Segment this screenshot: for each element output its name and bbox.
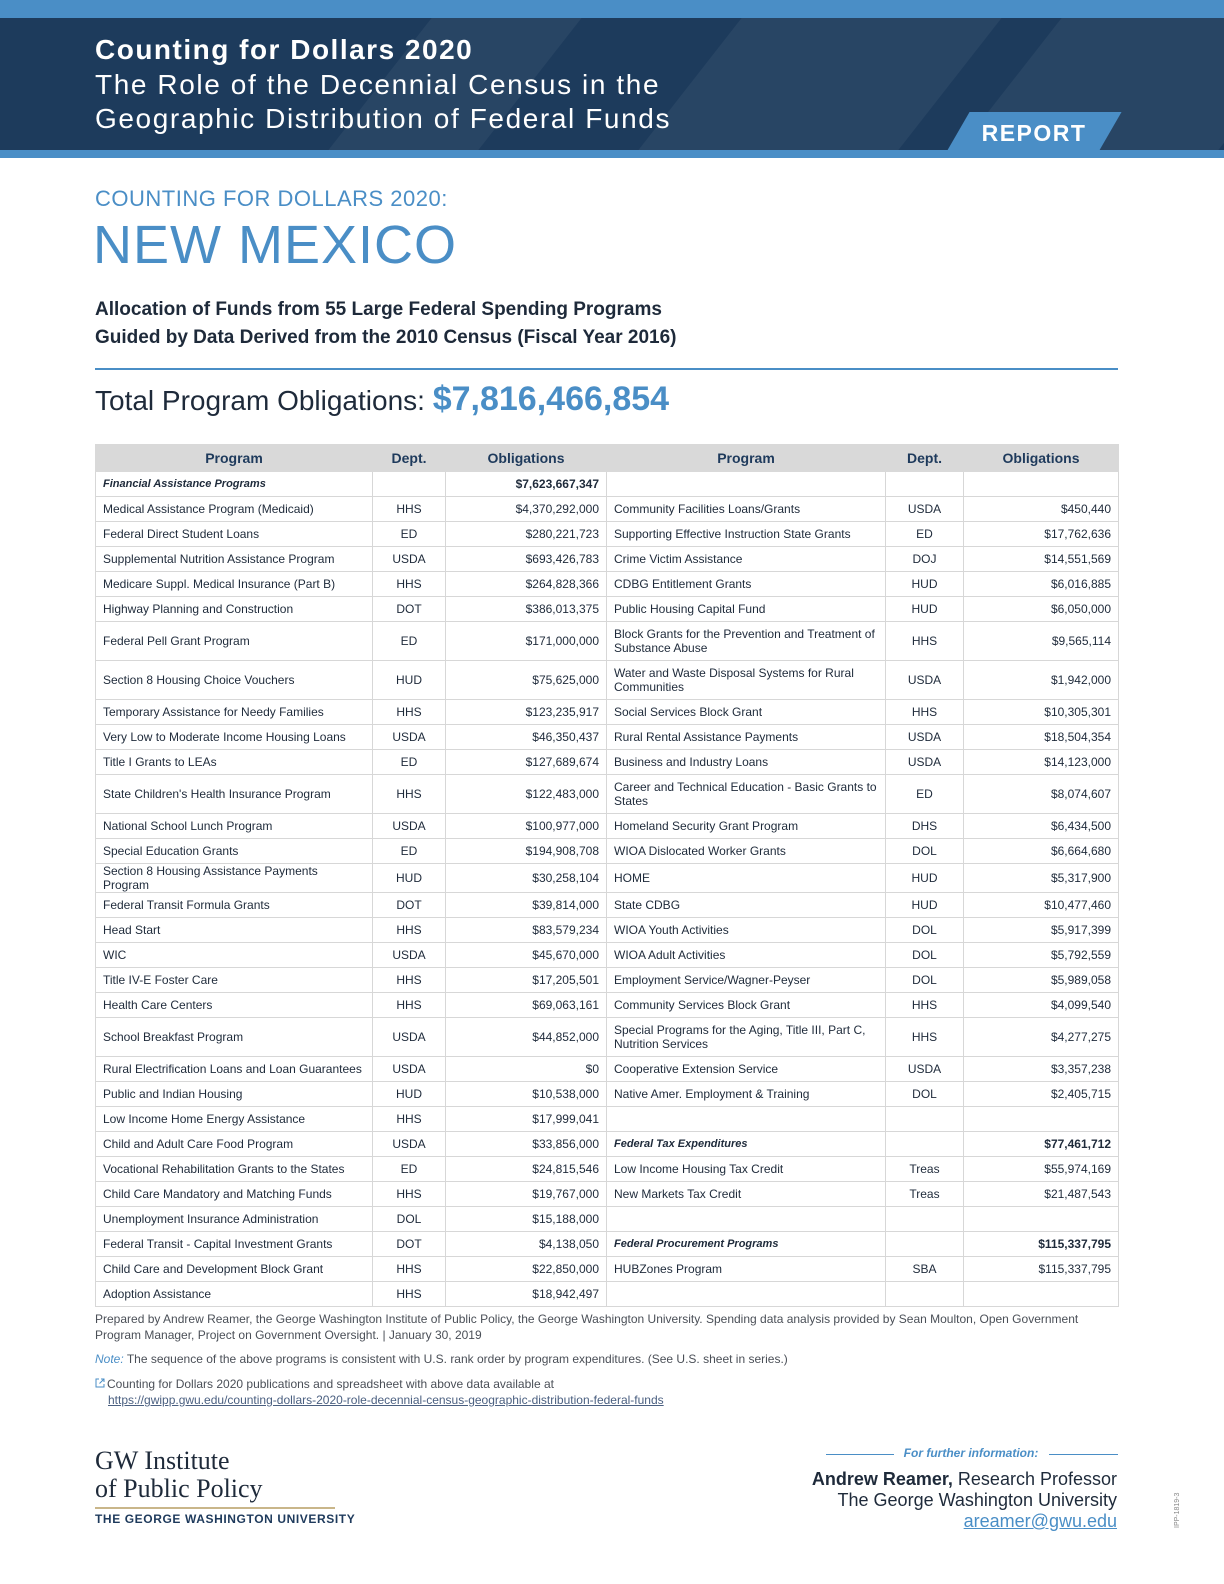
department: HHS xyxy=(373,1182,446,1207)
program-name: Water and Waste Disposal Systems for Rural Communities xyxy=(607,661,886,700)
department: HHS xyxy=(373,497,446,522)
series-subtitle-line1: The Role of the Decennial Census in the xyxy=(95,69,661,100)
program-name xyxy=(607,1107,886,1132)
program-name: Highway Planning and Construction xyxy=(96,597,373,622)
table-row xyxy=(96,1157,1119,1182)
program-name: Very Low to Moderate Income Housing Loans xyxy=(96,725,373,750)
obligation-amount: $5,917,399 xyxy=(964,918,1119,943)
program-name: Medical Assistance Program (Medicaid) xyxy=(96,497,373,522)
table-row xyxy=(96,968,1119,993)
department: USDA xyxy=(373,547,446,572)
department xyxy=(886,1107,964,1132)
department: USDA xyxy=(886,497,964,522)
department xyxy=(886,1282,964,1307)
obligation-amount: $14,551,569 xyxy=(964,547,1119,572)
obligation-amount: $122,483,000 xyxy=(446,775,607,814)
program-name: Section 8 Housing Choice Vouchers xyxy=(96,661,373,700)
further-info-label: For further information: xyxy=(903,1446,1039,1460)
obligation-amount: $9,565,114 xyxy=(964,622,1119,661)
obligation-amount: $17,205,501 xyxy=(446,968,607,993)
external-link-icon xyxy=(95,1378,107,1393)
report-kicker: COUNTING FOR DOLLARS 2020: xyxy=(95,186,448,211)
obligation-amount: $3,357,238 xyxy=(964,1057,1119,1082)
series-subtitle-line2: Geographic Distribution of Federal Funds xyxy=(95,103,672,134)
series-title: Counting for Dollars 2020 xyxy=(95,34,474,65)
department: HUD xyxy=(373,1082,446,1107)
table-row xyxy=(96,1018,1119,1057)
obligation-amount: $5,317,900 xyxy=(964,864,1119,893)
obligation-amount: $6,434,500 xyxy=(964,814,1119,839)
department: HUD xyxy=(886,864,964,893)
obligation-amount: $0 xyxy=(446,1057,607,1082)
obligation-amount xyxy=(964,1107,1119,1132)
program-name: WIC xyxy=(96,943,373,968)
obligation-amount: $4,138,050 xyxy=(446,1232,607,1257)
department: HHS xyxy=(886,1018,964,1057)
department: HHS xyxy=(373,1282,446,1307)
obligation-amount: $171,000,000 xyxy=(446,622,607,661)
department: ED xyxy=(886,775,964,814)
program-name: National School Lunch Program xyxy=(96,814,373,839)
obligation-amount: $5,792,559 xyxy=(964,943,1119,968)
department: HHS xyxy=(373,775,446,814)
department: HHS xyxy=(373,1257,446,1282)
obligation-amount xyxy=(964,472,1119,497)
department: DOT xyxy=(373,893,446,918)
contact-organization: The George Washington University xyxy=(837,1490,1117,1510)
department: DOJ xyxy=(886,547,964,572)
note-text: The sequence of the above programs is consistent with U.S. rank order by program expenditures. (See U.S. sheet in series.) xyxy=(126,1352,788,1366)
logo-divider xyxy=(95,1507,335,1509)
publications-note xyxy=(95,1377,1115,1408)
program-name: Rural Rental Assistance Payments xyxy=(607,725,886,750)
program-name: WIOA Dislocated Worker Grants xyxy=(607,839,886,864)
table-row xyxy=(96,700,1119,725)
logo-university: THE GEORGE WASHINGTON UNIVERSITY xyxy=(95,1512,356,1526)
contact-title: Research Professor xyxy=(957,1469,1117,1489)
publications-link[interactable]: https://gwipp.gwu.edu/counting-dollars-2020-role-decennial-census-geographic-distribution-federal-funds xyxy=(108,1393,664,1407)
department: USDA xyxy=(373,1057,446,1082)
state-title: NEW MEXICO xyxy=(93,215,458,275)
sequence-note xyxy=(95,1352,1115,1366)
program-name: Child Care Mandatory and Matching Funds xyxy=(96,1182,373,1207)
obligation-amount: $18,942,497 xyxy=(446,1282,607,1307)
department: SBA xyxy=(886,1257,964,1282)
note-label: Note: xyxy=(95,1352,124,1366)
program-name: Adoption Assistance xyxy=(96,1282,373,1307)
obligation-amount: $45,670,000 xyxy=(446,943,607,968)
banner-decoration xyxy=(638,18,1001,150)
department: ED xyxy=(373,750,446,775)
program-name xyxy=(607,1207,886,1232)
table-row xyxy=(96,814,1119,839)
department: Treas xyxy=(886,1182,964,1207)
table-row xyxy=(96,597,1119,622)
table-row xyxy=(96,1232,1119,1257)
obligation-amount: $21,487,543 xyxy=(964,1182,1119,1207)
column-header-program: Program xyxy=(96,445,373,472)
obligation-amount: $2,405,715 xyxy=(964,1082,1119,1107)
table-row xyxy=(96,993,1119,1018)
department xyxy=(886,1232,964,1257)
program-name: Rural Electrification Loans and Loan Guarantees xyxy=(96,1057,373,1082)
department xyxy=(373,472,446,497)
logo-line2: of Public Policy xyxy=(95,1474,263,1503)
obligation-amount: $83,579,234 xyxy=(446,918,607,943)
program-name: State CDBG xyxy=(607,893,886,918)
obligation-amount: $39,814,000 xyxy=(446,893,607,918)
allocation-subtitle-line1: Allocation of Funds from 55 Large Federal Spending Programs xyxy=(95,299,662,320)
department: USDA xyxy=(373,943,446,968)
table-row xyxy=(96,725,1119,750)
obligation-amount: $450,440 xyxy=(964,497,1119,522)
program-name: Federal Transit - Capital Investment Grants xyxy=(96,1232,373,1257)
program-name: Unemployment Insurance Administration xyxy=(96,1207,373,1232)
obligation-amount: $693,426,783 xyxy=(446,547,607,572)
program-name: Homeland Security Grant Program xyxy=(607,814,886,839)
category-heading: Federal Tax Expenditures xyxy=(607,1132,886,1157)
department: USDA xyxy=(886,661,964,700)
department xyxy=(886,1132,964,1157)
info-rule-left xyxy=(826,1454,894,1455)
obligation-amount: $55,974,169 xyxy=(964,1157,1119,1182)
program-name: Social Services Block Grant xyxy=(607,700,886,725)
program-name xyxy=(607,472,886,497)
program-name: Public Housing Capital Fund xyxy=(607,597,886,622)
department: DOL xyxy=(886,968,964,993)
table-row xyxy=(96,622,1119,661)
department: USDA xyxy=(886,1057,964,1082)
department: DOT xyxy=(373,597,446,622)
table-row xyxy=(96,1207,1119,1232)
program-name: Employment Service/Wagner-Peyser xyxy=(607,968,886,993)
department: USDA xyxy=(373,725,446,750)
program-name: Business and Industry Loans xyxy=(607,750,886,775)
table-row xyxy=(96,472,1119,497)
table-row xyxy=(96,1057,1119,1082)
department: HUD xyxy=(886,893,964,918)
department: DOL xyxy=(886,943,964,968)
department: DHS xyxy=(886,814,964,839)
table-row xyxy=(96,893,1119,918)
program-name: Supporting Effective Instruction State Grants xyxy=(607,522,886,547)
program-name: Federal Transit Formula Grants xyxy=(96,893,373,918)
table-row xyxy=(96,1132,1119,1157)
table-row xyxy=(96,943,1119,968)
obligation-amount: $386,013,375 xyxy=(446,597,607,622)
department xyxy=(886,1207,964,1232)
obligation-amount: $10,305,301 xyxy=(964,700,1119,725)
column-header-dept: Dept. xyxy=(886,445,964,472)
column-header-dept: Dept. xyxy=(373,445,446,472)
program-name: Section 8 Housing Assistance Payments Program xyxy=(96,864,373,893)
program-name: School Breakfast Program xyxy=(96,1018,373,1057)
table-row xyxy=(96,572,1119,597)
program-name: Vocational Rehabilitation Grants to the States xyxy=(96,1157,373,1182)
category-heading: Financial Assistance Programs xyxy=(96,472,373,497)
table-row xyxy=(96,547,1119,572)
series-subtitle xyxy=(95,68,671,136)
program-name: Low Income Home Energy Assistance xyxy=(96,1107,373,1132)
department: DOL xyxy=(886,839,964,864)
table-row xyxy=(96,1107,1119,1132)
department: DOT xyxy=(373,1232,446,1257)
obligation-amount: $127,689,674 xyxy=(446,750,607,775)
obligation-amount: $4,370,292,000 xyxy=(446,497,607,522)
program-name: Native Amer. Employment & Training xyxy=(607,1082,886,1107)
table-row xyxy=(96,1082,1119,1107)
department: USDA xyxy=(373,1132,446,1157)
program-name: Health Care Centers xyxy=(96,993,373,1018)
program-name: Child and Adult Care Food Program xyxy=(96,1132,373,1157)
obligation-amount: $22,850,000 xyxy=(446,1257,607,1282)
banner-top-stripe xyxy=(0,0,1224,18)
program-name: Title I Grants to LEAs xyxy=(96,750,373,775)
program-name: Block Grants for the Prevention and Treatment of Substance Abuse xyxy=(607,622,886,661)
department: HHS xyxy=(373,1107,446,1132)
obligation-amount: $75,625,000 xyxy=(446,661,607,700)
department: HUD xyxy=(886,597,964,622)
table-row xyxy=(96,1257,1119,1282)
program-name: Special Education Grants xyxy=(96,839,373,864)
table-row xyxy=(96,775,1119,814)
total-amount: $7,816,466,854 xyxy=(432,380,670,418)
department: USDA xyxy=(886,750,964,775)
obligation-amount: $5,989,058 xyxy=(964,968,1119,993)
department: HUD xyxy=(373,864,446,893)
department: HHS xyxy=(886,700,964,725)
program-name: Crime Victim Assistance xyxy=(607,547,886,572)
document-id: IPP-1819-3 xyxy=(1174,1492,1181,1528)
obligation-amount: $17,762,636 xyxy=(964,522,1119,547)
program-name: Child Care and Development Block Grant xyxy=(96,1257,373,1282)
department: USDA xyxy=(886,725,964,750)
program-name: Community Services Block Grant xyxy=(607,993,886,1018)
program-name: Federal Pell Grant Program xyxy=(96,622,373,661)
section-divider xyxy=(95,368,1118,370)
logo-line1: GW Institute xyxy=(95,1446,230,1475)
obligation-amount: $24,815,546 xyxy=(446,1157,607,1182)
column-header-obligations: Obligations xyxy=(446,445,607,472)
column-header-program: Program xyxy=(607,445,886,472)
report-badge: REPORT xyxy=(981,120,1087,146)
obligation-amount: $15,188,000 xyxy=(446,1207,607,1232)
program-name: Medicare Suppl. Medical Insurance (Part B) xyxy=(96,572,373,597)
obligation-amount: $264,828,366 xyxy=(446,572,607,597)
contact-name: Andrew Reamer, xyxy=(811,1469,953,1489)
department: HUD xyxy=(373,661,446,700)
program-name: Cooperative Extension Service xyxy=(607,1057,886,1082)
program-name: WIOA Youth Activities xyxy=(607,918,886,943)
category-total: $115,337,795 xyxy=(964,1232,1119,1257)
program-name xyxy=(607,1282,886,1307)
department: HHS xyxy=(373,993,446,1018)
total-label: Total Program Obligations: xyxy=(95,385,425,416)
table-row xyxy=(96,750,1119,775)
obligation-amount: $10,538,000 xyxy=(446,1082,607,1107)
banner-bottom-stripe xyxy=(0,150,1224,158)
prepared-by-note: Prepared by Andrew Reamer, the George Washington Institute of Public Policy, the George Washington University. Spending data analysis provided by Sean Moulton, Open Government Program Manager, Project on Government Oversight. | January 30, 2019 xyxy=(95,1312,1079,1342)
obligation-amount: $14,123,000 xyxy=(964,750,1119,775)
department: USDA xyxy=(373,1018,446,1057)
obligation-amount: $44,852,000 xyxy=(446,1018,607,1057)
obligation-amount: $1,942,000 xyxy=(964,661,1119,700)
department: Treas xyxy=(886,1157,964,1182)
department: HHS xyxy=(373,968,446,993)
department: HHS xyxy=(373,700,446,725)
obligation-amount: $123,235,917 xyxy=(446,700,607,725)
obligation-amount: $19,767,000 xyxy=(446,1182,607,1207)
obligation-amount: $69,063,161 xyxy=(446,993,607,1018)
obligation-amount: $33,856,000 xyxy=(446,1132,607,1157)
program-name: Head Start xyxy=(96,918,373,943)
department xyxy=(886,472,964,497)
table-row xyxy=(96,918,1119,943)
department: HHS xyxy=(373,572,446,597)
report-banner xyxy=(0,0,1224,158)
department: ED xyxy=(373,839,446,864)
table-row xyxy=(96,839,1119,864)
department: ED xyxy=(373,1157,446,1182)
program-name: New Markets Tax Credit xyxy=(607,1182,886,1207)
department: HHS xyxy=(373,918,446,943)
obligation-amount: $6,664,680 xyxy=(964,839,1119,864)
obligation-amount: $10,477,460 xyxy=(964,893,1119,918)
department: ED xyxy=(373,622,446,661)
allocation-subtitle-line2: Guided by Data Derived from the 2010 Census (Fiscal Year 2016) xyxy=(95,327,677,348)
table-row xyxy=(96,1182,1119,1207)
column-header-obligations: Obligations xyxy=(964,445,1119,472)
department: HHS xyxy=(886,622,964,661)
program-name: State Children's Health Insurance Program xyxy=(96,775,373,814)
program-name: Community Facilities Loans/Grants xyxy=(607,497,886,522)
program-table xyxy=(95,444,1119,1307)
allocation-subtitle xyxy=(95,296,677,352)
table-row xyxy=(96,522,1119,547)
category-total: $7,623,667,347 xyxy=(446,472,607,497)
obligation-amount: $18,504,354 xyxy=(964,725,1119,750)
program-name: Career and Technical Education - Basic Grants to States xyxy=(607,775,886,814)
table-row xyxy=(96,864,1119,893)
obligation-amount: $6,050,000 xyxy=(964,597,1119,622)
obligation-amount xyxy=(964,1282,1119,1307)
contact-email-link[interactable]: areamer@gwu.edu xyxy=(963,1511,1117,1531)
table-row xyxy=(96,661,1119,700)
obligation-amount: $100,977,000 xyxy=(446,814,607,839)
program-name: Special Programs for the Aging, Title III, Part C, Nutrition Services xyxy=(607,1018,886,1057)
department: ED xyxy=(886,522,964,547)
obligation-amount: $8,074,607 xyxy=(964,775,1119,814)
program-name: Temporary Assistance for Needy Families xyxy=(96,700,373,725)
obligation-amount: $17,999,041 xyxy=(446,1107,607,1132)
table-header-row xyxy=(96,445,1119,472)
obligation-amount: $6,016,885 xyxy=(964,572,1119,597)
program-name: Low Income Housing Tax Credit xyxy=(607,1157,886,1182)
obligation-amount: $280,221,723 xyxy=(446,522,607,547)
program-name: Federal Direct Student Loans xyxy=(96,522,373,547)
obligation-amount xyxy=(964,1207,1119,1232)
department: DOL xyxy=(373,1207,446,1232)
department: USDA xyxy=(373,814,446,839)
department: DOL xyxy=(886,918,964,943)
contact-name-line xyxy=(812,1469,1117,1490)
total-obligations xyxy=(95,380,669,419)
table-row xyxy=(96,497,1119,522)
table-row xyxy=(96,1282,1119,1307)
obligation-amount: $115,337,795 xyxy=(964,1257,1119,1282)
program-name: HUBZones Program xyxy=(607,1257,886,1282)
obligation-amount: $4,099,540 xyxy=(964,993,1119,1018)
program-name: HOME xyxy=(607,864,886,893)
obligation-amount: $194,908,708 xyxy=(446,839,607,864)
program-name: Public and Indian Housing xyxy=(96,1082,373,1107)
category-total: $77,461,712 xyxy=(964,1132,1119,1157)
obligation-amount: $4,277,275 xyxy=(964,1018,1119,1057)
program-name: Title IV-E Foster Care xyxy=(96,968,373,993)
department: DOL xyxy=(886,1082,964,1107)
program-name: Supplemental Nutrition Assistance Program xyxy=(96,547,373,572)
program-name: CDBG Entitlement Grants xyxy=(607,572,886,597)
info-rule-right xyxy=(1049,1454,1118,1455)
table-body xyxy=(96,472,1119,1307)
department: ED xyxy=(373,522,446,547)
obligation-amount: $30,258,104 xyxy=(446,864,607,893)
department: HUD xyxy=(886,572,964,597)
category-heading: Federal Procurement Programs xyxy=(607,1232,886,1257)
obligation-amount: $46,350,437 xyxy=(446,725,607,750)
department: HHS xyxy=(886,993,964,1018)
publications-text: Counting for Dollars 2020 publications and spreadsheet with above data available at xyxy=(107,1377,554,1391)
program-name: WIOA Adult Activities xyxy=(607,943,886,968)
